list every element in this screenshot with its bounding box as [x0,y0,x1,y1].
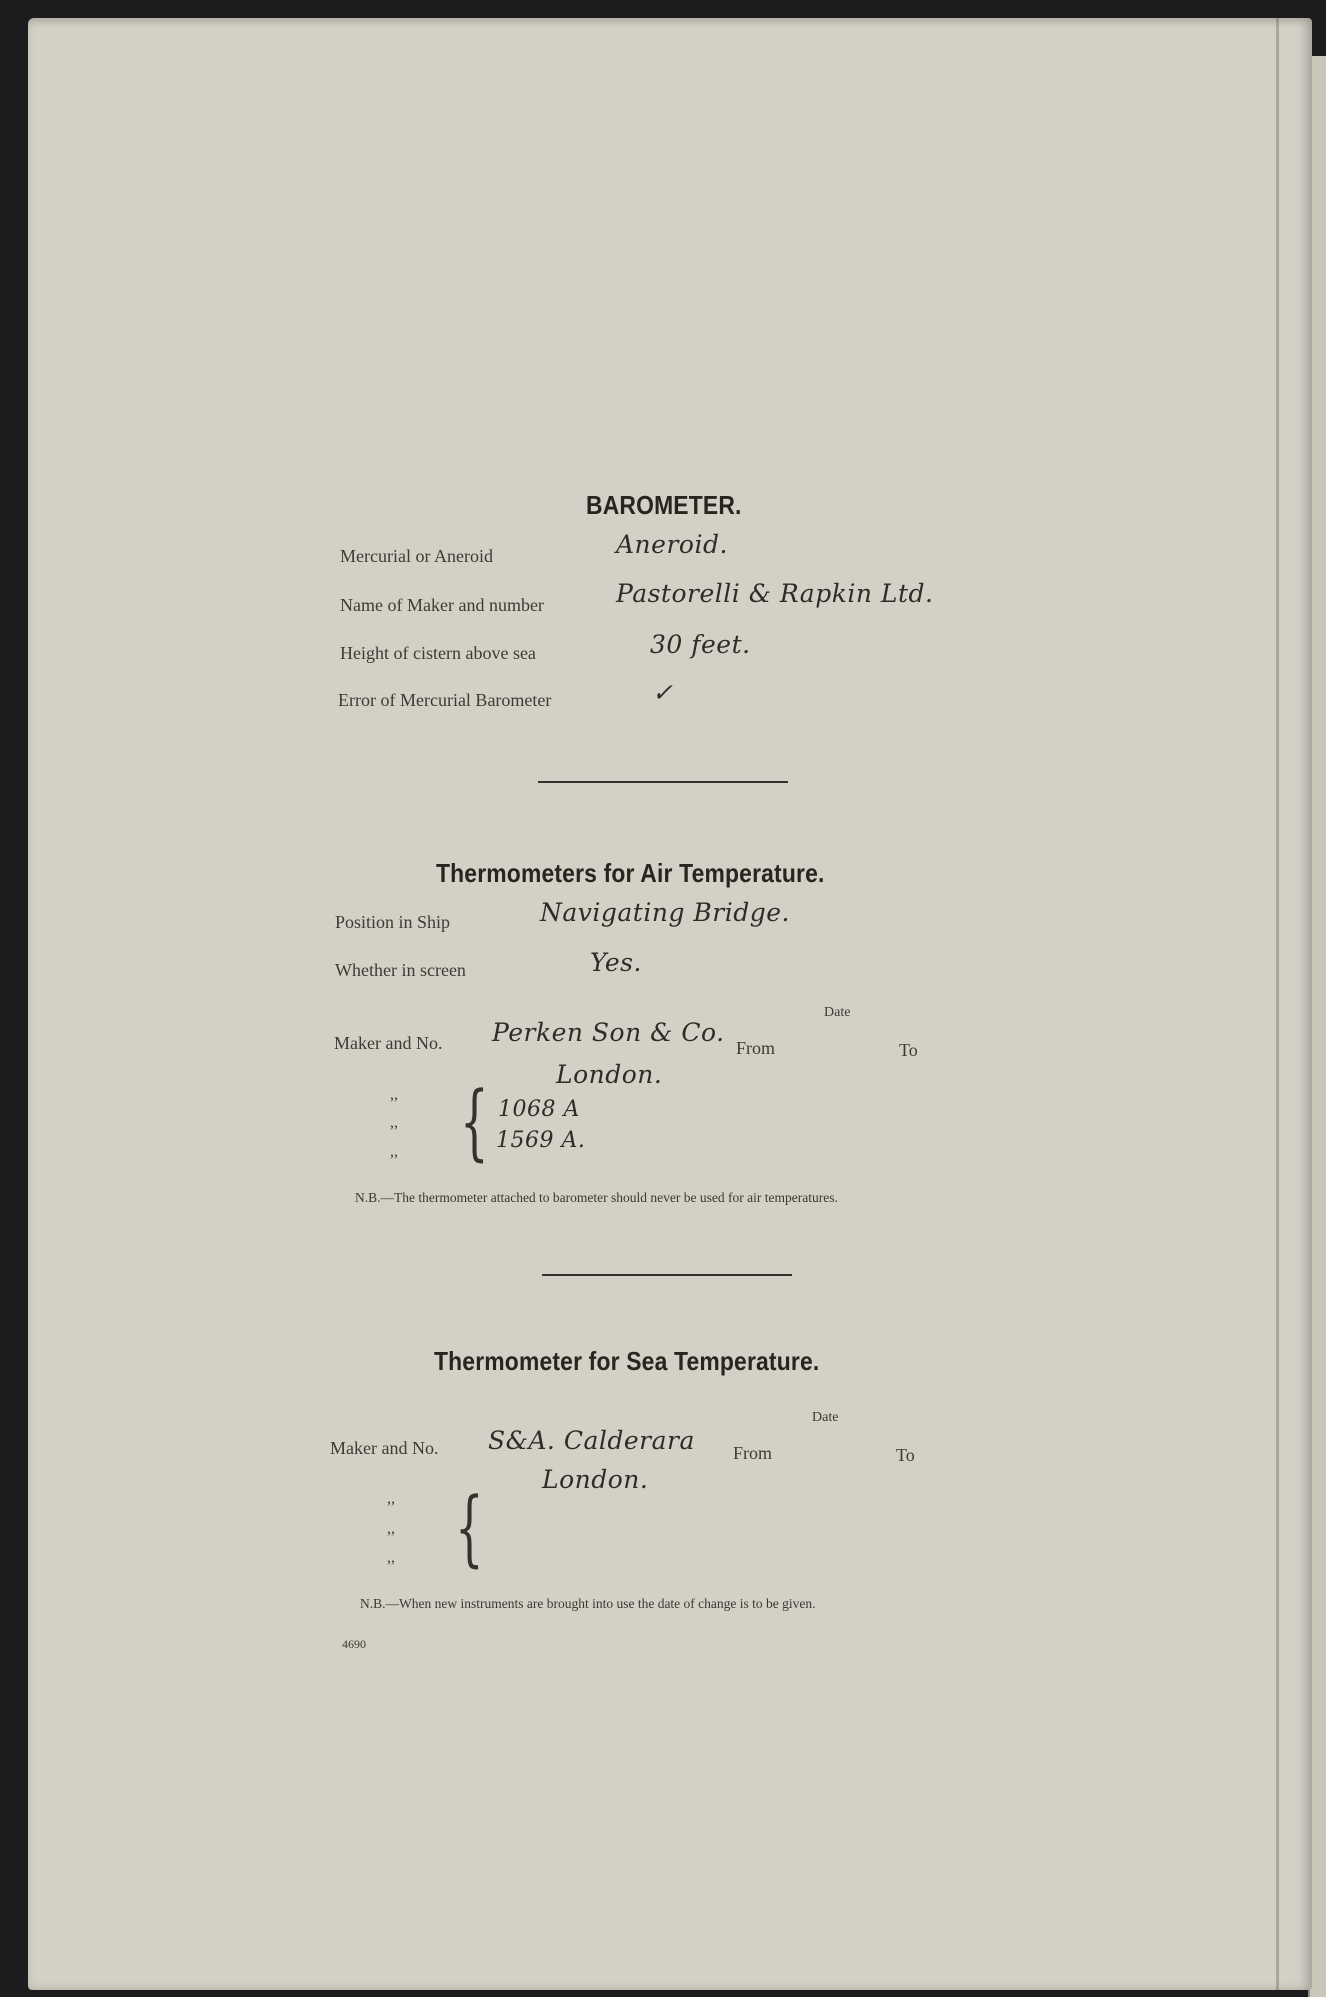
air-thermometer-number-2: 1569 A. [496,1128,586,1153]
sea-ditto-mark-1: ,, [387,1490,395,1507]
air-ditto-mark-1: ,, [390,1086,398,1103]
position-in-ship-value: Navigating Bridge. [540,898,790,927]
sea-from-label: From [733,1443,773,1463]
air-ditto-mark-2: ,, [390,1114,398,1131]
barometer-heading: BAROMETER. [586,490,742,520]
mercurial-or-aneroid-value: Aneroid. [616,530,728,559]
sea-ditto-mark-2: ,, [387,1520,395,1537]
position-in-ship-label: Position in Ship [335,912,451,932]
whether-in-screen-value: Yes. [590,948,642,977]
sea-maker-city: London. [542,1465,649,1494]
air-maker-value: Perken Son & Co. [492,1018,725,1047]
air-note: N.B.—The thermometer attached to barometer should never be used for air temperatures. [355,1190,838,1205]
air-thermometer-number-1: 1068 A [498,1097,580,1122]
mercurial-or-aneroid-label: Mercurial or Aneroid [340,546,493,566]
air-to-label: To [899,1040,918,1060]
sea-to-label: To [896,1445,915,1465]
sea-temperature-heading: Thermometer for Sea Temperature. [434,1346,820,1376]
air-from-label: From [736,1038,776,1058]
air-maker-city: London. [556,1060,663,1089]
mercurial-error-label: Error of Mercurial Barometer [338,690,552,710]
cistern-height-label: Height of cistern above sea [340,643,536,663]
sea-note: N.B.—When new instruments are brought into use the date of change is to be given. [360,1596,816,1611]
air-maker-label: Maker and No. [334,1033,443,1053]
air-ditto-mark-3: ,, [390,1143,398,1160]
page-fold-shadow [1276,18,1279,1990]
sea-brace-icon: { [455,1481,484,1576]
form-page [28,18,1312,1990]
form-number: 4690 [342,1637,366,1651]
whether-in-screen-label: Whether in screen [335,960,466,980]
sea-maker-value: S&A. Calderara [488,1426,695,1455]
air-brace-icon: { [460,1075,489,1170]
mercurial-error-check: ✓ [652,678,674,707]
air-date-label: Date [824,1005,851,1020]
sea-ditto-mark-3: ,, [387,1549,395,1566]
sea-maker-label: Maker and No. [330,1438,439,1458]
sea-date-label: Date [812,1410,839,1425]
air-temperature-heading: Thermometers for Air Temperature. [436,858,825,888]
section-divider-1 [538,781,788,783]
maker-number-label: Name of Maker and number [340,595,544,615]
section-divider-2 [542,1274,792,1276]
cistern-height-value: 30 feet. [650,630,751,659]
maker-number-value: Pastorelli & Rapkin Ltd. [616,579,934,608]
